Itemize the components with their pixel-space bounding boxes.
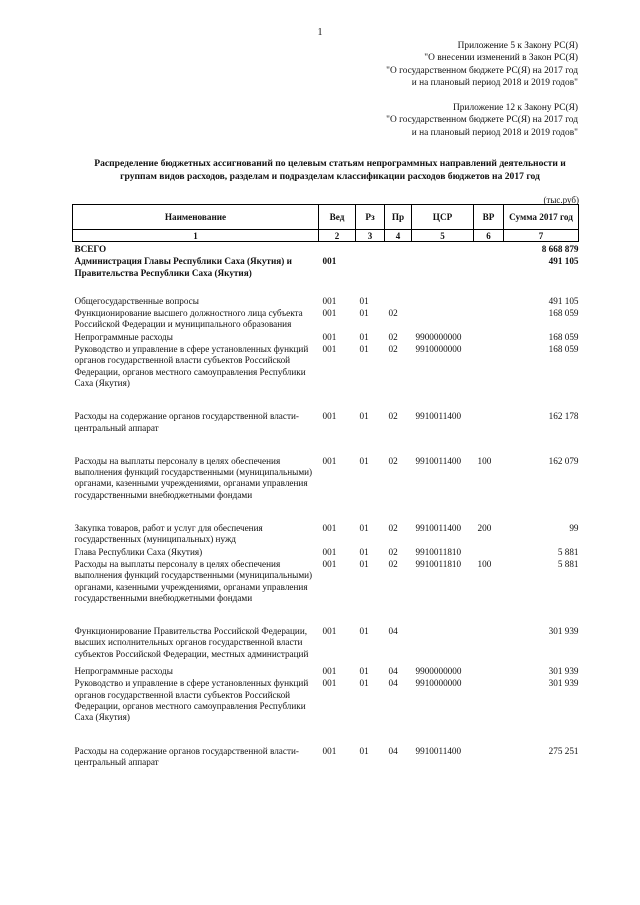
budget-table	[72, 204, 579, 768]
cell-name: ВСЕГО	[74, 244, 107, 254]
cell-pr: 02	[388, 344, 398, 355]
cell-csr	[412, 255, 474, 279]
cell-csr	[412, 604, 474, 660]
cell-vr	[474, 724, 504, 769]
cell-rz: 01	[359, 295, 369, 306]
cell-rz	[356, 255, 385, 279]
cell-name: Расходы на выплаты персоналу в целях обеспечения выполнения функций государственными (муниципальными) органами, казенными учреждениями, органами управления государственными внебюджетными фондами	[74, 558, 313, 603]
column-number: 5	[412, 230, 474, 242]
cell-sum: 162 079	[548, 455, 579, 466]
cell-pr: 02	[388, 546, 398, 557]
table-row	[73, 660, 579, 677]
cell-rz: 01	[359, 546, 369, 557]
cell-vr	[474, 279, 504, 307]
annex-reference-5	[386, 40, 578, 90]
cell-rz: 01	[359, 626, 369, 637]
table-row	[73, 558, 579, 604]
table-row	[73, 343, 579, 389]
page-number: 1	[317, 27, 323, 38]
cell-name: Функционирование высшего должностного лица субъекта Российской Федерации и муниципального образования	[74, 308, 303, 330]
table-row	[73, 501, 579, 546]
cell-name: Непрограммные расходы	[74, 666, 173, 677]
column-number: 4	[385, 230, 412, 242]
column-number: 2	[319, 230, 356, 242]
cell-name: Функционирование Правительства Российской Федерации, высших исполнительных органов государственной власти субъектов Российской Федерации, местных администраций	[74, 626, 309, 659]
header-name: Наименование	[73, 205, 319, 230]
header-vr: ВР	[474, 205, 504, 230]
units-label: (тыс.руб)	[543, 195, 579, 205]
cell-csr: 9910000000	[415, 344, 462, 355]
annex-line: "О государственном бюджете РС(Я) на 2017 год	[386, 65, 578, 76]
cell-vr: 100	[477, 455, 492, 466]
cell-ved: 001	[322, 455, 337, 466]
annex-line: Приложение 5 к Закону РС(Я)	[457, 41, 578, 51]
column-number: 7	[504, 230, 579, 242]
cell-sum: 301 939	[548, 678, 579, 689]
cell-pr: 02	[388, 558, 398, 569]
cell-name: Руководство и управление в сфере установленных функций органов государственной власти субъектов Российской Федерации, органов местного самоуправления Республики Саха (Якутия)	[74, 678, 309, 723]
cell-name: Непрограммные расходы	[74, 331, 173, 342]
table-row	[73, 546, 579, 558]
cell-csr: 9910011400	[415, 523, 462, 534]
cell-ved: 001	[322, 745, 337, 756]
cell-vr	[474, 546, 504, 558]
annex-line: "О внесении изменений в Закон РС(Я)	[424, 53, 578, 64]
cell-vr	[474, 242, 504, 256]
column-number: 1	[73, 230, 319, 242]
cell-csr	[412, 307, 474, 331]
cell-rz: 01	[359, 331, 369, 342]
cell-ved: 001	[322, 331, 337, 342]
cell-vr	[474, 660, 504, 677]
table-row	[73, 604, 579, 660]
cell-pr: 04	[388, 745, 398, 756]
cell-pr: 02	[388, 411, 398, 422]
cell-ved	[319, 242, 356, 256]
cell-csr	[412, 279, 474, 307]
table-row	[73, 434, 579, 501]
header-ved: Вед	[319, 205, 356, 230]
cell-pr	[385, 255, 412, 279]
header-pr: Пр	[385, 205, 412, 230]
title-line: группам видов расходов, разделам и подразделам классификации расходов бюджетов на 2017 год	[120, 171, 540, 182]
cell-rz: 01	[359, 455, 369, 466]
cell-vr	[474, 677, 504, 723]
cell-pr: 04	[388, 678, 398, 689]
cell-rz: 01	[359, 745, 369, 756]
column-number: 6	[474, 230, 504, 242]
cell-sum: 275 251	[548, 745, 579, 756]
cell-csr: 9910011400	[415, 745, 462, 756]
cell-ved: 001	[322, 344, 337, 355]
cell-ved: 001	[322, 295, 337, 306]
document-title	[70, 157, 590, 183]
table-body	[73, 242, 579, 769]
cell-pr	[385, 279, 412, 307]
cell-vr	[474, 331, 504, 343]
cell-rz: 01	[359, 523, 369, 534]
cell-name: Глава Республики Саха (Якутия)	[74, 546, 203, 557]
cell-pr: 04	[388, 666, 398, 677]
cell-csr: 9910000000	[415, 678, 462, 689]
cell-sum: 301 939	[548, 666, 579, 677]
cell-vr	[474, 343, 504, 389]
cell-rz: 01	[359, 308, 369, 319]
annex-line: и на плановый период 2018 и 2019 годов"	[411, 78, 578, 89]
table-row	[73, 255, 579, 279]
cell-rz: 01	[359, 411, 369, 422]
table-row	[73, 307, 579, 331]
cell-vr: 200	[477, 523, 492, 534]
cell-csr: 9910011400	[415, 411, 462, 422]
cell-sum: 8 668 879	[541, 244, 579, 254]
title-line: Распределение бюджетных ассигнований по целевым статьям непрограммных направлений деятельности и	[94, 158, 566, 169]
annex-line: и на плановый период 2018 и 2019 годов"	[411, 127, 578, 138]
cell-vr	[474, 604, 504, 660]
cell-ved: 001	[322, 411, 337, 422]
cell-pr: 04	[388, 626, 398, 637]
cell-ved: 001	[322, 523, 337, 534]
annex-reference-12	[386, 102, 578, 139]
cell-sum: 301 939	[548, 626, 579, 637]
annex-line: "О государственном бюджете РС(Я) на 2017 год	[386, 115, 578, 126]
table-header-row	[73, 205, 579, 230]
cell-csr: 9910011810	[415, 546, 462, 557]
cell-name: Расходы на содержание органов государственной власти- центральный аппарат	[74, 411, 299, 433]
cell-name: Руководство и управление в сфере установленных функций органов государственной власти субъектов Российской Федерации, органов местного самоуправления Республики Саха (Якутия)	[74, 344, 309, 388]
cell-csr: 9900000000	[415, 331, 462, 342]
header-rz: Рз	[356, 205, 385, 230]
cell-csr	[412, 242, 474, 256]
table-row	[73, 331, 579, 343]
cell-sum: 5 881	[557, 546, 579, 557]
cell-rz: 01	[359, 678, 369, 689]
cell-name: Закупка товаров, работ и услуг для обеспечения государственных (муниципальных) нужд	[74, 523, 263, 545]
cell-pr: 02	[388, 523, 398, 534]
cell-ved: 001	[322, 546, 337, 557]
annex-line: Приложение 12 к Закону РС(Я)	[452, 103, 578, 113]
cell-name: Расходы на выплаты персоналу в целях обеспечения выполнения функций государственными (муниципальными) органами, казенными учреждениями, органами управления государственными внебюджетными фондами	[74, 455, 313, 500]
table-row	[73, 677, 579, 723]
cell-rz: 01	[359, 558, 369, 569]
cell-pr: 02	[388, 331, 398, 342]
cell-vr	[474, 389, 504, 434]
cell-sum: 168 059	[548, 331, 579, 342]
cell-csr: 9900000000	[415, 666, 462, 677]
cell-sum: 168 059	[548, 344, 579, 355]
cell-pr: 02	[388, 308, 398, 319]
cell-sum: 491 105	[548, 256, 579, 267]
cell-sum: 491 105	[548, 295, 579, 306]
table-row	[73, 724, 579, 769]
cell-pr	[385, 242, 412, 256]
cell-name: Расходы на содержание органов государственной власти- центральный аппарат	[74, 745, 299, 767]
cell-ved: 001	[322, 626, 337, 637]
column-number-row	[73, 230, 579, 242]
cell-rz: 01	[359, 666, 369, 677]
cell-vr	[474, 307, 504, 331]
header-csr: ЦСР	[412, 205, 474, 230]
cell-name: Общегосударственные вопросы	[74, 295, 199, 306]
cell-name: Администрация Главы Республики Саха (Якутия) и Правительства Республики Саха (Якутия)	[74, 256, 292, 278]
header-sum: Сумма 2017 год	[504, 205, 579, 230]
cell-csr: 9910011810	[415, 558, 462, 569]
table-row	[73, 242, 579, 256]
cell-vr	[474, 255, 504, 279]
cell-ved: 001	[322, 558, 337, 569]
cell-sum: 168 059	[548, 308, 579, 319]
cell-rz: 01	[359, 344, 369, 355]
cell-ved: 001	[322, 256, 337, 267]
cell-sum: 99	[569, 523, 579, 534]
cell-ved: 001	[322, 308, 337, 319]
cell-ved: 001	[322, 678, 337, 689]
cell-rz	[356, 242, 385, 256]
cell-vr: 100	[477, 558, 492, 569]
table-row	[73, 279, 579, 307]
cell-pr: 02	[388, 455, 398, 466]
cell-ved: 001	[322, 666, 337, 677]
column-number: 3	[356, 230, 385, 242]
cell-sum: 162 178	[548, 411, 579, 422]
cell-csr: 9910011400	[415, 455, 462, 466]
cell-sum: 5 881	[557, 558, 579, 569]
table-row	[73, 389, 579, 434]
